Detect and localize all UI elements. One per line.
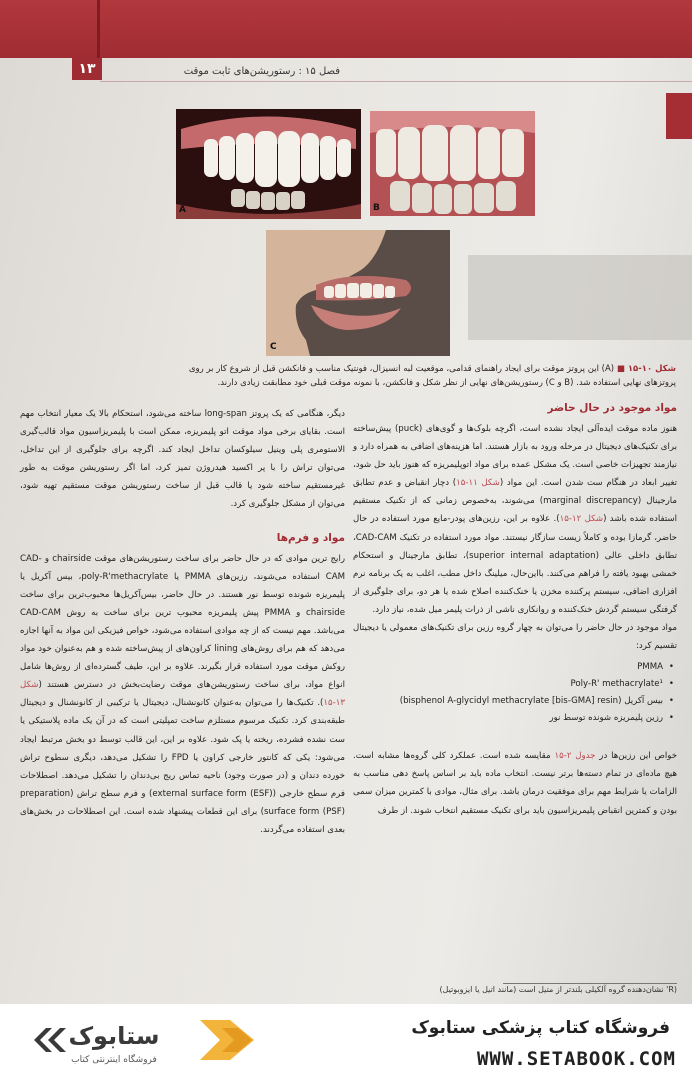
section-heading-current-materials: مواد موجود در حال حاضر [547, 402, 677, 414]
logo-text: ستابوک [68, 1022, 160, 1050]
photo-a [176, 109, 361, 219]
photo-label-a: A [179, 205, 186, 215]
caption-text: (A) این پروتز موقت برای ایجاد راهنمای قدامی، موقعیت لبه انسیزال، فونتیک مناسب و فانکشن قبل از شروع کار بر روی پروتزهای نهایی استفاده شد. (B و C) رستوریشن‌های نهایی از نظر شکل و فانکشن، با نمونه موقت قبلی خود مطابقت زیادی دارند. [188, 364, 676, 388]
footnote-rule [503, 983, 677, 984]
right-column [353, 398, 677, 820]
table-ref: جدول ۲-۱۵ [554, 751, 596, 762]
section-heading-materials-forms: مواد و فرم‌ها [276, 531, 345, 544]
website-link[interactable]: WWW.SETABOOK.COM [476, 1048, 676, 1070]
figure-ref-13: شکل ۱۳-۱۵ [20, 680, 345, 709]
list-item: • رزین پلیمریزه شونده توسط نور [353, 710, 663, 727]
photo-c [266, 230, 450, 356]
paragraph-current-materials: هنوز ماده موقت ایده‌آلی ایجاد نشده است، اگرچه بلوک‌ها و گوی‌های (puck) پیش‌ساخته برای تکنیک‌های دیجیتال در مرحله ورود به بازار هستند. اما هزینه‌های اضافی به همراه دارد و نیازمند تجهیزات خاصی است. یک مشکل عمده برای مواد اتوپلیمریزه که هنوز باید حل شود، تغییر ابعاد در هنگام ست شدن است. این مواد (شکل ۱۱-۱۵) دچار انقباض و عدم تطابق مارجینال (marginal discrepancy) می‌شوند، به‌خصوص زمانی که از تکنیک مستقیم استفاده شده باشد (شکل ۱۲-۱۵). علاوه بر این، رزین‌های پودر-مایع مورد استفاده در حال حاضر، گرمازا بوده و کاملاً زیست سازگار نیستند. مواد مورد استفاده در تکنیک CAD-CAM، تطابق داخلی عالی (superior internal adaptation)، تطابق مارجینال و استحکام خمشی بهبود یافته را فراهم می‌کنند. بااین‌حال، میلینگ داخل مطب، اغلب به یک برنامه نرم افزاری اضافی، سیستم پرکننده مخزن یا خنک‌کننده اصلاح شده یا هر دو، برای جلوگیری از گرفتگی سیستم گردش خنک‌کننده و روانکاری ناشی از ذرات پلیمر میل شده، نیاز دارد. [353, 424, 678, 615]
footnote: (R' نشان‌دهنده گروه آلکیلی بلندتر از متیل است (مانند اتیل یا ایزوبوتیل) [439, 985, 677, 994]
logo-graphic [22, 1014, 272, 1072]
page-number: ۱۳ [72, 58, 102, 80]
figure-caption [176, 362, 676, 390]
teeth-photo-b [370, 111, 535, 216]
list-item: • PMMA [353, 659, 663, 676]
paragraph-properties: خواص این رزین‌ها در جدول ۲-۱۵ مقایسه شده است. عملکرد کلی گروه‌ها مشابه است. هیچ ماده‌ای در تمام دسته‌ها برتر نیست. انتخاب ماده باید بر اساس پاسخ دهی مناسب به الزامات یا شرایط مهم برای موفقیت درمان باشد. برای مثال، موادی با کمترین میزان سمی بودن و کمترین انقباض پلیمریزاسیون باید برای تکنیک مستقیم انتخاب شوند. از طرف [353, 751, 678, 816]
figure-ref-11: شکل ۱۱-۱۵ [456, 478, 500, 489]
teeth-photo-a [176, 109, 361, 219]
header-band [0, 0, 692, 58]
caption-number: شکل ۱۰-۱۵ ■ [616, 364, 676, 374]
paragraph-long-span: دیگر، هنگامی که یک پروتز long-span ساخته می‌شود، استحکام بالا یک معیار انتخاب مهم است. بقایای برخی مواد موقت اتو پلیمریزه، ممکن است با پلیمریزاسیون مواد قالب‌گیری الاستومری پلی وینیل سیلوکسان تداخل ایجاد کند. اگرچه برای جلوگیری از این تداخل، می‌توان تراش را با پر اکسید هیدروژن تمیز کرد، اما اگر رستوریشن موقت به طور غیرمستقیم ساخته شود یا قالب قبل از ساخت رستوریشن موقت مستقیم تهیه شود، می‌توان از مشکل جلوگیری کرد. [20, 409, 346, 510]
photo-b [370, 111, 535, 216]
paragraph-resin-groups: مواد موجود در حال حاضر را می‌توان به چهار گروه رزین برای تکنیک‌های معمولی یا دیجیتال تقسیم کرد: [353, 623, 677, 652]
paragraph-materials-forms: رایج ترین موادی که در حال حاضر برای ساخت رستوریشن‌های موقت chairside و CAD-CAM استفاده می‌شوند، رزین‌های PMMA یا poly-R'methacrylate، بیس آکریل یا پلیمریزه شونده توسط نور هستند. در حال حاضر، بیس‌آکریل‌ها محبوب‌ترین برای ساخت chairside و PMMA پیش پلیمریزه محبوب ترین برای ساخت به روش CAD-CAM می‌باشد. مهم نیست که از چه موادی استفاده می‌شود، خواص فیزیکی این مواد به آنها اجازه می‌دهد که هم برای روش‌های lining کراون‌های از پیش‌ساخته شده و هم به‌عنوان خود مواد روکش موقت مورد استفاده قرار بگیرند. علاوه بر این، طیف گسترده‌ای از روش‌ها شامل انواع مواد، برای ساخت رستوریشن‌های موقت رضایت‌بخش در دسترس هستند (شکل ۱۳-۱۵). تکنیک‌ها را می‌توان به‌عنوان کانونشنال، دیجیتال یا ترکیبی از کانونشنال و دیجیتال طبقه‌بندی کرد. تکنیک مرسوم مستلزم ساخت تمپلیتی است که در آن یک ماده پلاستیکی یا ست نشده فشرده، ریخته یا پک شود. علاوه بر این، این قالب توسط دو بخش مرتبط ایجاد می‌شود: یکی که کانتور خارجی کراون یا FPD را تشکیل می‌دهد، دیگری سطوح تراش خورده دندان و (در صورت وجود) ناحیه تماس ریج بی‌دندان را تشکیل می‌دهد. اصطلاحات فرم سطح خارجی (external surface form (ESF)) و فرم سطح تراش (preparation surface form (PSF)) برای این قطعات پیشنهاد شده است. این اصطلاحات در بخش‌های بعدی استفاده می‌گردند. [20, 553, 346, 835]
setabook-logo [22, 1014, 272, 1072]
store-title: فروشگاه کتاب پزشکی ستابوک [411, 1018, 670, 1038]
chapter-tab [666, 93, 692, 139]
chapter-title: فصل ۱۵ : رستوریشن‌های ثابت موقت [183, 66, 340, 77]
resin-group-list [353, 659, 677, 727]
left-column [20, 405, 345, 839]
shaded-margin [468, 255, 692, 340]
profile-photo-c [266, 230, 450, 356]
header-rule [100, 81, 692, 82]
list-item: • Poly-R' methacrylate¹ [353, 676, 663, 693]
figure-ref-12: شکل ۱۲-۱۵ [559, 514, 604, 525]
photo-label-b: B [373, 203, 380, 213]
store-banner [0, 1004, 692, 1080]
list-item: • بیس آکریل (bisphenol A-glycidyl methacrylate [bis-GMA] resin) [353, 693, 663, 710]
photo-label-c: C [270, 342, 277, 352]
logo-subtitle: فروشگاه اینترنتی کتاب [71, 1055, 157, 1065]
